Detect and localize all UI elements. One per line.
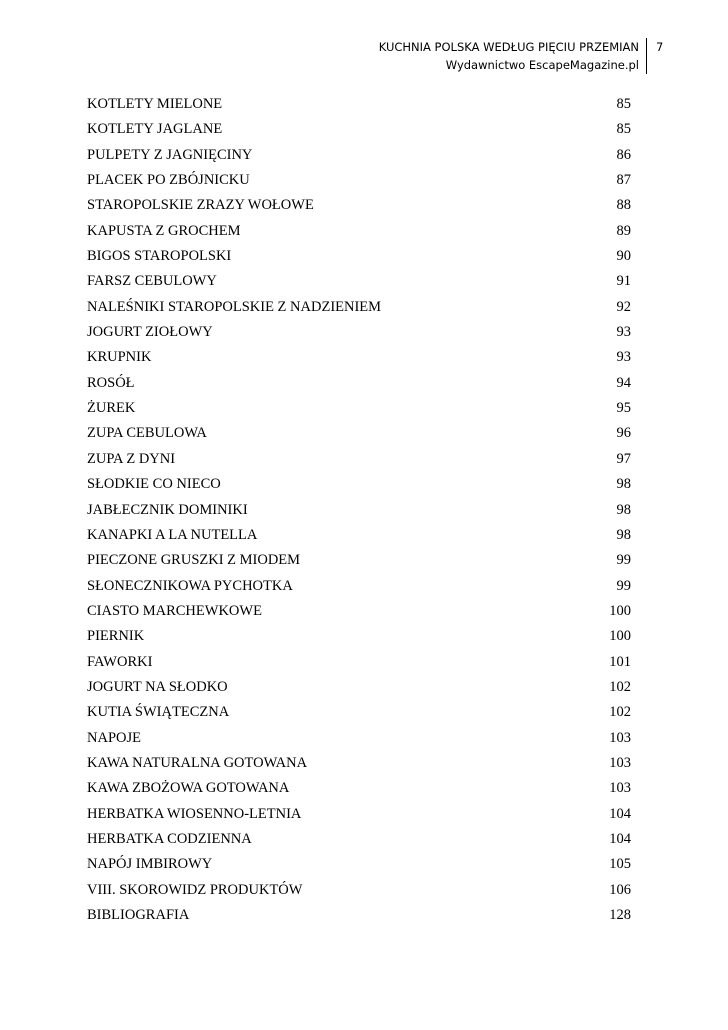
toc-entry-title: PIERNIK	[87, 628, 145, 645]
toc-entry-title: ŻUREK	[87, 400, 136, 417]
toc-entry-page: 91	[616, 273, 631, 290]
toc-entry[interactable]	[87, 498, 631, 523]
toc-entry-page: 94	[616, 374, 631, 391]
toc-entry-page: 86	[616, 146, 631, 163]
toc-entry-title: JOGURT ZIOŁOWY	[87, 324, 213, 341]
toc-entry-title: KOTLETY JAGLANE	[87, 121, 223, 138]
toc-entry-page: 99	[616, 552, 631, 569]
toc-entry-title: PIECZONE GRUSZKI Z MIODEM	[87, 552, 301, 569]
toc-entry-title: ROSÓŁ	[87, 374, 135, 391]
toc-entry[interactable]	[87, 447, 631, 472]
toc-entry[interactable]	[87, 396, 631, 421]
toc-entry[interactable]	[87, 675, 631, 700]
toc-entry[interactable]	[87, 371, 631, 396]
toc-entry-page: 128	[609, 907, 631, 923]
toc-entry[interactable]	[87, 852, 631, 877]
toc-entry-title: KAWA ZBOŻOWA GOTOWANA	[87, 780, 290, 797]
toc-entry[interactable]	[87, 269, 631, 294]
toc-entry-title: KUTIA ŚWIĄTECZNA	[87, 704, 230, 721]
toc-entry-page: 99	[616, 577, 631, 594]
toc-entry-title: SŁODKIE CO NIECO	[87, 476, 221, 493]
toc-entry[interactable]	[87, 599, 631, 624]
book-title: KUCHNIA POLSKA WEDŁUG PIĘCIU PRZEMIAN	[378, 40, 639, 54]
toc-entry-page: 89	[616, 222, 631, 239]
running-header	[379, 38, 647, 74]
toc-entry-title: FARSZ CEBULOWY	[87, 273, 217, 290]
toc-entry[interactable]	[87, 193, 631, 218]
toc-entry-page: 85	[616, 121, 631, 138]
toc-entry-title: ZUPA Z DYNI	[87, 450, 176, 467]
toc-entry-title: ZUPA CEBULOWA	[87, 425, 207, 442]
toc-entry-title: NAPOJE	[87, 729, 141, 746]
toc-entry-page: 100	[609, 628, 631, 645]
toc-entry-page: 105	[609, 856, 631, 873]
toc-entry[interactable]	[87, 472, 631, 497]
toc-entry[interactable]	[87, 878, 631, 903]
toc-entry[interactable]	[87, 650, 631, 675]
toc-entry[interactable]	[87, 168, 631, 193]
toc-entry-page: 106	[609, 881, 631, 898]
toc-entry[interactable]	[87, 548, 631, 573]
toc-entry-page: 90	[616, 248, 631, 265]
toc-entry-page: 92	[616, 298, 631, 315]
toc-entry-page: 100	[609, 602, 631, 619]
toc-entry[interactable]	[87, 802, 631, 827]
table-of-contents	[87, 92, 631, 928]
toc-entry-page: 104	[609, 805, 631, 822]
toc-entry-title: KAWA NATURALNA GOTOWANA	[87, 754, 308, 771]
toc-entry-title: BIGOS STAROPOLSKI	[87, 248, 232, 265]
toc-entry[interactable]	[87, 244, 631, 269]
toc-entry[interactable]	[87, 345, 631, 370]
toc-entry-title: KRUPNIK	[87, 349, 152, 366]
toc-entry[interactable]	[87, 624, 631, 649]
toc-entry-title: JOGURT NA SŁODKO	[87, 678, 228, 695]
toc-entry-page: 98	[616, 526, 631, 543]
toc-entry[interactable]	[87, 117, 631, 142]
toc-entry-page: 103	[609, 754, 631, 771]
toc-entry[interactable]	[87, 827, 631, 852]
publisher-name: Wydawnictwo EscapeMagazine.pl	[445, 58, 639, 72]
toc-entry-page: 93	[616, 349, 631, 366]
toc-entry[interactable]	[87, 751, 631, 776]
toc-entry[interactable]	[87, 421, 631, 446]
toc-entry-title: STAROPOLSKIE ZRAZY WOŁOWE	[87, 197, 314, 214]
toc-entry-page: 103	[609, 729, 631, 746]
toc-entry-title: KANAPKI A LA NUTELLA	[87, 526, 258, 543]
toc-entry[interactable]	[87, 903, 631, 928]
toc-entry-title: HERBATKA CODZIENNA	[87, 830, 252, 847]
toc-entry-page: 98	[616, 501, 631, 518]
toc-entry-title: SŁONECZNIKOWA PYCHOTKA	[87, 577, 293, 594]
toc-entry[interactable]	[87, 700, 631, 725]
toc-entry[interactable]	[87, 143, 631, 168]
toc-entry-page: 97	[616, 450, 631, 467]
toc-entry-page: 87	[616, 172, 631, 189]
toc-entry-title: VIII. SKOROWIDZ PRODUKTÓW	[87, 881, 303, 898]
toc-entry-page: 102	[609, 678, 631, 695]
toc-entry-page: 96	[616, 425, 631, 442]
toc-entry-title: HERBATKA WIOSENNO-LETNIA	[87, 805, 302, 822]
toc-entry[interactable]	[87, 523, 631, 548]
toc-entry-title: KAPUSTA Z GROCHEM	[87, 222, 241, 239]
toc-entry-page: 85	[616, 96, 631, 112]
toc-entry[interactable]	[87, 574, 631, 599]
toc-entry[interactable]	[87, 726, 631, 751]
toc-entry-page: 93	[616, 324, 631, 341]
toc-entry-title: PULPETY Z JAGNIĘCINY	[87, 146, 253, 163]
toc-entry-title: BIBLIOGRAFIA	[87, 907, 190, 923]
page-number: 7	[656, 40, 664, 54]
toc-entry-title: NAPÓJ IMBIROWY	[87, 856, 213, 873]
toc-entry-title: JABŁECZNIK DOMINIKI	[87, 501, 248, 518]
toc-entry[interactable]	[87, 320, 631, 345]
toc-entry[interactable]	[87, 92, 631, 117]
toc-entry-page: 101	[609, 653, 631, 670]
toc-entry-title: PLACEK PO ZBÓJNICKU	[87, 172, 250, 189]
toc-entry[interactable]	[87, 295, 631, 320]
toc-entry-title: KOTLETY MIELONE	[87, 96, 223, 112]
toc-entry-page: 102	[609, 704, 631, 721]
toc-entry-page: 95	[616, 400, 631, 417]
toc-entry-page: 103	[609, 780, 631, 797]
toc-entry-page: 88	[616, 197, 631, 214]
toc-entry[interactable]	[87, 776, 631, 801]
toc-entry-title: FAWORKI	[87, 653, 153, 670]
toc-entry[interactable]	[87, 219, 631, 244]
toc-entry-page: 104	[609, 830, 631, 847]
toc-entry-page: 98	[616, 476, 631, 493]
toc-entry-title: CIASTO MARCHEWKOWE	[87, 602, 262, 619]
toc-entry-title: NALEŚNIKI STAROPOLSKIE Z NADZIENIEM	[87, 298, 382, 315]
